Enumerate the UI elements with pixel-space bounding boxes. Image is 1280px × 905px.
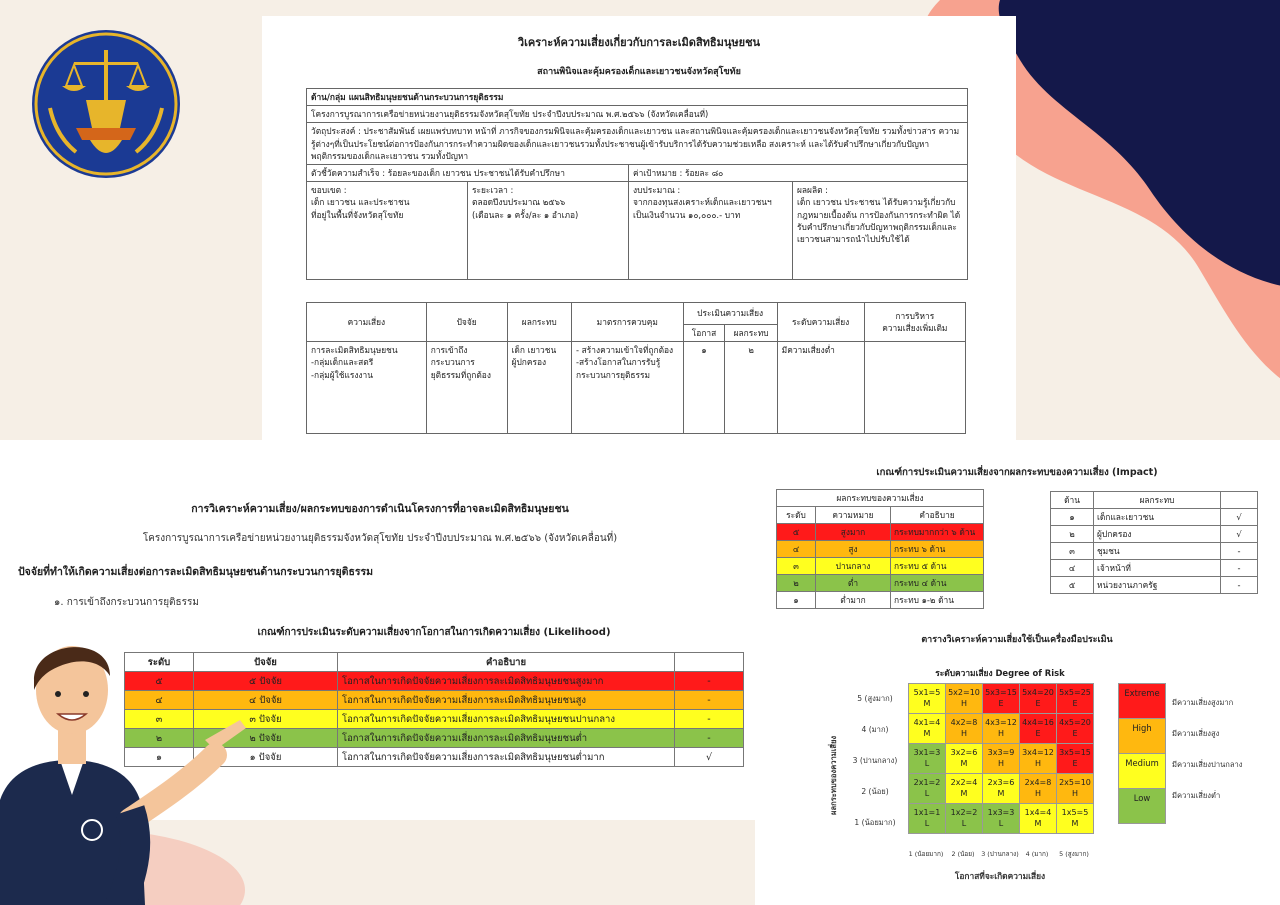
lik-level: ๔ [125,691,194,710]
matrix-col-label: 4 (มาก) [1025,850,1049,858]
imp-col-meaning: ความหมาย [816,507,891,524]
lik-mark: √ [675,748,744,767]
matrix-cell [946,714,983,744]
matrix-cell-score: 1x5=5 [1061,808,1089,818]
matrix-cell-score: 3x2=6 [950,748,978,758]
project-target: ค่าเป้าหมาย : ร้อยละ ๘๐ [629,164,968,181]
project-kpi: ตัวชี้วัดความสำเร็จ : ร้อยละของเด็ก เยาวชน ประชาชนได้รับคำปรึกษา [307,164,629,181]
lik-mark: - [675,691,744,710]
impact-row [777,575,984,592]
risk-assessment-table [306,302,966,434]
matrix-cell-code: M [923,728,931,738]
matrix-cell [1020,774,1057,804]
matrix-cell-code: E [998,698,1004,708]
legend-description: มีความเสี่ยงสูง [1172,729,1220,738]
factor-item: ๑. การเข้าถึงกระบวนการยุติธรรม [54,597,199,608]
matrix-cell-code: M [997,788,1005,798]
matrix-cell-score: 1x2=2 [950,808,978,818]
navy-background-shape [990,0,1280,310]
matrix-cell-code: H [1071,788,1078,798]
matrix-cell-score: 4x4=16 [1022,718,1054,728]
matrix-cell [909,684,946,714]
aspect-n: ๕ [1051,577,1094,594]
imp-col-level: ระดับ [777,507,816,524]
project-info-table [306,88,968,280]
matrix-cell-code: H [1034,758,1041,768]
lik-header-desc: คำอธิบาย [338,653,675,672]
matrix-cell [1020,714,1057,744]
likelihood-subheader: โอกาส [683,325,725,342]
legend-swatch: Extreme [1119,684,1166,719]
matrix-cell-score: 3x3=9 [987,748,1015,758]
matrix-cell-score: 5x5=25 [1059,688,1091,698]
lik-desc: โอกาสในการเกิดปัจจัยความเสี่ยงการละเมิดสิทธิมนุษยชนสูงมาก [338,672,675,691]
matrix-row-label: 1 (น้อยมาก) [854,818,896,827]
project-name: โครงการบูรณาการเครือข่ายหน่วยงานยุติธรรมจังหวัดสุโขทัย ประจำปีงบประมาณ พ.ศ.๒๕๖๖ (จังหวัดเคลื่อนที่) [307,106,968,123]
matrix-row-label: 5 (สูงมาก) [857,694,893,703]
matrix-cell-code: L [924,758,930,768]
lik-header-level: ระดับ [125,653,194,672]
impact-col-header: ผลกระทบ [507,303,571,342]
imp-col-desc: คำอธิบาย [891,507,984,524]
matrix-cell-score: 2x3=6 [987,778,1015,788]
risk-legend [1118,683,1166,824]
factor-heading: ปัจจัยที่ทำให้เกิดความเสี่ยงต่อการละเมิดสิทธิมนุษยชนด้านกระบวนการยุติธรรม [18,566,374,578]
matrix-row [909,684,1094,714]
matrix-cell-score: 2x2=4 [950,778,978,788]
presenter-illustration [0,620,260,905]
lik-desc: โอกาสในการเกิดปัจจัยความเสี่ยงการละเมิดสิทธิมนุษยชนสูง [338,691,675,710]
matrix-cell [909,744,946,774]
impact-level-table [776,489,984,609]
matrix-cell-score: 1x4=4 [1024,808,1052,818]
aspect-mark: √ [1221,526,1258,543]
legend-row [1119,719,1166,754]
matrix-cell-code: E [1072,728,1078,738]
matrix-cell-score: 2x1=2 [913,778,941,788]
matrix-cell-code: E [1072,698,1078,708]
matrix-cell-code: H [997,728,1004,738]
matrix-cell-score: 5x3=15 [985,688,1017,698]
matrix-cell-code: E [1035,728,1041,738]
risk-cell: การละเมิดสิทธิมนุษยชน -กลุ่มเด็กและสตรี -กลุ่มผู้ใช้แรงงาน [307,342,427,434]
imp-level: ๓ [777,558,816,575]
matrix-cell-score: 1x1=1 [913,808,941,818]
project-period: ระยะเวลา : ตลอดปีงบประมาณ ๒๕๖๖ (เดือนละ ๑ ครั้ง/ละ ๑ อำเภอ) [468,182,629,280]
aspect-who: ชุมชน [1094,543,1221,560]
lik-header-mark [675,653,744,672]
matrix-cell-score: 3x5=15 [1059,748,1091,758]
matrix-row-label: 3 (ปานกลาง) [852,756,898,765]
aspect-mark: - [1221,560,1258,577]
legend-description: มีความเสี่ยงต่ำ [1172,791,1221,800]
matrix-cell [1057,774,1094,804]
imp-desc: กระทบมากกว่า ๖ ด้าน [891,524,984,541]
aspect-n: ๔ [1051,560,1094,577]
document-subtitle: สถานพินิจและคุ้มครองเด็กและเยาวชนจังหวัดสุโขทัย [537,67,741,77]
matrix-row [909,744,1094,774]
project-output: ผลผลิต : เด็ก เยาวชน ประชาชน ได้รับความรู้เกี่ยวกับกฎหมายเบื้องต้น การป้องกันการกระทำผิด ได้รับคำปรึกษาเกี่ยวกับปัญหาพฤติกรรมเด็กและเยาวชนสามารถนำไปปรับใช้ได้ [793,182,968,280]
analysis-project: โครงการบูรณาการเครือข่ายหน่วยงานยุติธรรมจังหวัดสุโขทัย ประจำปีงบประมาณ พ.ศ.๒๕๖๖ (จังหวัดเคลื่อนที่) [142,533,618,544]
legend-row [1119,754,1166,789]
aspect-row [1051,543,1258,560]
matrix-cell [1020,744,1057,774]
matrix-cell [983,714,1020,744]
aspect-n: ๓ [1051,543,1094,560]
matrix-col-label: 3 (ปานกลาง) [981,850,1019,858]
aspect-row [1051,577,1258,594]
impact-row [777,524,984,541]
legend-description: มีความเสี่ยงสูงมาก [1172,698,1234,707]
impact-aspect-table [1050,491,1258,594]
aspect-n: ๒ [1051,526,1094,543]
matrix-cell-code: M [1071,818,1079,828]
impact-row [777,541,984,558]
matrix-cell-score: 2x4=8 [1024,778,1052,788]
legend-swatch: High [1119,719,1166,754]
imp-meaning: สูง [816,541,891,558]
impact-table-header: ผลกระทบของความเสี่ยง [777,490,984,507]
matrix-cell-score: 5x4=20 [1022,688,1054,698]
legend-row [1119,684,1166,719]
matrix-cell [1020,684,1057,714]
matrix-cell [946,804,983,834]
matrix-row-label: 2 (น้อย) [861,787,889,796]
lik-level: ๕ [125,672,194,691]
matrix-cell-code: E [1072,758,1078,768]
lik-factor: ๔ ปัจจัย [194,691,338,710]
imp-level: ๕ [777,524,816,541]
imp-meaning: ต่ำ [816,575,891,592]
legend-row [1119,789,1166,824]
aspect-row [1051,526,1258,543]
control-cell: - สร้างความเข้าใจที่ถูกต้อง -สร้างโอกาสในการรับรู้ กระบวนการยุติธรรม [572,342,684,434]
legend-swatch: Medium [1119,754,1166,789]
matrix-cell-code: L [924,818,930,828]
imp-desc: กระทบ ๑-๒ ด้าน [891,592,984,609]
imp-desc: กระทบ ๖ ด้าน [891,541,984,558]
impact-row [777,592,984,609]
legend-description: มีความเสี่ยงปานกลาง [1172,760,1243,769]
aspect-mark: - [1221,577,1258,594]
legend-swatch: Low [1119,789,1166,824]
matrix-cell-code: H [1034,788,1041,798]
matrix-cell-score: 4x3=12 [985,718,1017,728]
imp-meaning: ปานกลาง [816,558,891,575]
matrix-cell [983,744,1020,774]
imp-desc: กระทบ ๔ ด้าน [891,575,984,592]
lik-factor: ๕ ปัจจัย [194,672,338,691]
matrix-row [909,714,1094,744]
matrix-x-axis-label: โอกาสที่จะเกิดความเสี่ยง [954,871,1046,881]
matrix-cell [909,774,946,804]
matrix-cell [909,804,946,834]
lik-desc: โอกาสในการเกิดปัจจัยความเสี่ยงการละเมิดสิทธิมนุษยชนปานกลาง [338,710,675,729]
matrix-cell [946,684,983,714]
level-col-header: ระดับความเสี่ยง [777,303,864,342]
lik-level: ๑ [125,748,194,767]
risk-level-value: มีความเสี่ยงต่ำ [777,342,864,434]
matrix-cell-code: M [960,758,968,768]
imp-level: ๔ [777,541,816,558]
matrix-cell-score: 4x2=8 [950,718,978,728]
matrix-cell [1057,714,1094,744]
lik-header-factor: ปัจจัย [194,653,338,672]
document-title: วิเคราะห์ความเสี่ยงเกี่ยวกับการละเมิดสิทธิมนุษยชน [517,36,761,49]
matrix-cell [1057,804,1094,834]
impact-row [777,558,984,575]
matrix-cell-score: 3x4=12 [1022,748,1054,758]
matrix-y-axis-label: ผลกระทบของความเสี่ยง [829,735,838,815]
lik-desc: โอกาสในการเกิดปัจจัยความเสี่ยงการละเมิดสิทธิมนุษยชนต่ำ [338,729,675,748]
lik-mark: - [675,672,744,691]
lik-factor: ๒ ปัจจัย [194,729,338,748]
management-col-header: การบริหาร ความเสี่ยงเพิ่มเติม [864,303,965,342]
matrix-cell [1020,804,1057,834]
aspect-col-who: ผลกระทบ [1094,492,1221,509]
matrix-cell-code: L [924,788,930,798]
matrix-row-label: 4 (มาก) [861,725,889,734]
department-seal-logo [30,28,182,180]
matrix-col-label: 2 (น้อย) [951,850,975,858]
matrix-cell-score: 4x5=20 [1059,718,1091,728]
analysis-title: การวิเคราะห์ความเสี่ยง/ผลกระทบของการดำเนินโครงการที่อาจละเมิดสิทธิมนุษยชน [191,503,569,515]
aspect-row [1051,509,1258,526]
risk-col-header: ความเสี่ยง [307,303,427,342]
aspect-col-n: ด้าน [1051,492,1094,509]
impact-cell: เด็ก เยาวชน ผู้ปกครอง [507,342,571,434]
lik-desc: โอกาสในการเกิดปัจจัยความเสี่ยงการละเมิดสิทธิมนุษยชนต่ำมาก [338,748,675,767]
matrix-subtitle: ระดับความเสี่ยง Degree of Risk [935,668,1065,678]
matrix-cell-code: L [998,818,1004,828]
aspect-col-mark [1221,492,1258,509]
lik-level: ๒ [125,729,194,748]
matrix-cell-code: H [960,728,967,738]
impact-title: เกณฑ์การประเมินความเสี่ยงจากผลกระทบของความเสี่ยง (Impact) [876,467,1158,478]
matrix-cell [909,714,946,744]
control-col-header: มาตรการควบคุม [572,303,684,342]
impact-subheader: ผลกระทบ [725,325,777,342]
project-scope: ขอบเขต : เด็ก เยาวชน และประชาชน ที่อยู่ในพื้นที่จังหวัดสุโขทัย [307,182,468,280]
project-area: ด้าน/กลุ่ม แผนสิทธิมนุษยชนด้านกระบวนการยุติธรรม [307,89,968,106]
assessment-col-header: ประเมินความเสี่ยง [683,303,777,325]
aspect-who: หน่วยงานภาครัฐ [1094,577,1221,594]
factor-cell: การเข้าถึง กระบวนการ ยุติธรรมที่ถูกต้อง [426,342,507,434]
matrix-cell-score: 3x1=3 [913,748,941,758]
matrix-cell [1057,684,1094,714]
aspect-n: ๑ [1051,509,1094,526]
matrix-cell [1057,744,1094,774]
lik-level: ๓ [125,710,194,729]
risk-matrix-grid [908,683,1094,834]
matrix-cell [983,804,1020,834]
matrix-col-label: 1 (น้อยมาก) [908,850,944,858]
matrix-cell-score: 5x1=5 [913,688,941,698]
lik-factor: ๓ ปัจจัย [194,710,338,729]
matrix-cell-code: M [1034,818,1042,828]
factor-col-header: ปัจจัย [426,303,507,342]
matrix-cell-code: H [960,698,967,708]
lik-mark: - [675,710,744,729]
matrix-cell [983,684,1020,714]
matrix-cell [983,774,1020,804]
project-objective: วัตถุประสงค์ : ประชาสัมพันธ์ เผยแพร่บทบาท หน้าที่ ภารกิจของกรมพินิจและคุ้มครองเด็กและเยาวชน และสถานพินิจและคุ้มครองเด็กและเยาวชนจังหวัดสุโขทัย รวมทั้งข่าวสาร ความรู้ต่างๆที่เป็นประโยชน์ต่อการป้องกันการกระทำความผิดของเด็กและเยาวชนรวมทั้งประชาชนผู้เข้ารับบริการได้รับความช่วยเหลือ สงเคราะห์ และได้รับคำปรึกษาเกี่ยวกับปัญหาพฤติกรรมของเด็กและเยาวชน รวมทั้งปัญหา [307,123,968,165]
project-budget: งบประมาณ : จากกองทุนสงเคราะห์เด็กและเยาวชนฯ เป็นเงินจำนวน ๑๐,๐๐๐.- บาท [629,182,793,280]
matrix-cell-code: M [923,698,931,708]
matrix-col-label: 5 (สูงมาก) [1059,850,1089,858]
likelihood-value: ๑ [683,342,725,434]
matrix-cell-score: 2x5=10 [1059,778,1091,788]
lik-mark: - [675,729,744,748]
matrix-title: ตารางวิเคราะห์ความเสี่ยงใช้เป็นเครื่องมือประเมิน [921,635,1113,645]
matrix-cell-code: M [960,788,968,798]
matrix-row [909,774,1094,804]
aspect-who: ผู้ปกครอง [1094,526,1221,543]
matrix-cell-code: L [961,818,967,828]
matrix-cell-code: E [1035,698,1041,708]
imp-meaning: ต่ำมาก [816,592,891,609]
impact-value: ๒ [725,342,777,434]
aspect-who: เจ้าหน้าที่ [1094,560,1221,577]
imp-level: ๒ [777,575,816,592]
aspect-row [1051,560,1258,577]
imp-level: ๑ [777,592,816,609]
aspect-who: เด็กและเยาวชน [1094,509,1221,526]
matrix-cell-score: 4x1=4 [913,718,941,728]
management-cell [864,342,965,434]
matrix-cell-score: 5x2=10 [948,688,980,698]
lik-factor: ๑ ปัจจัย [194,748,338,767]
matrix-cell-code: H [997,758,1004,768]
imp-desc: กระทบ ๕ ด้าน [891,558,984,575]
aspect-mark: - [1221,543,1258,560]
matrix-row [909,804,1094,834]
imp-meaning: สูงมาก [816,524,891,541]
matrix-cell [946,774,983,804]
matrix-cell-score: 1x3=3 [987,808,1015,818]
likelihood-title: เกณฑ์การประเมินระดับความเสี่ยงจากโอกาสในการเกิดความเสี่ยง (Likelihood) [257,627,611,638]
matrix-cell [946,744,983,774]
aspect-mark: √ [1221,509,1258,526]
